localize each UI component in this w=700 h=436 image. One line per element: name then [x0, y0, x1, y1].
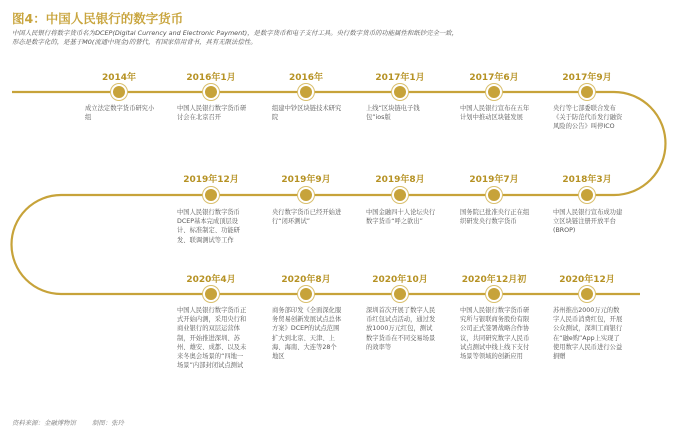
footer [12, 418, 138, 427]
milestone-dot [394, 189, 406, 201]
milestone-description: 上线“区块链电子钱包”ios版 [366, 105, 420, 122]
milestone-dot [300, 288, 312, 300]
milestone-year: 2019年9月 [281, 175, 331, 185]
milestone-dot [394, 288, 406, 300]
milestone-year: 2020年12月 [559, 275, 615, 285]
milestone-year: 2020年4月 [186, 275, 236, 285]
milestone-description: 中国人民银行宣布在五年计划中推动区块链发展 [460, 105, 530, 122]
milestone-dot [113, 86, 125, 98]
milestone-dot [205, 288, 217, 300]
milestone-dot [300, 86, 312, 98]
milestone-year: 2020年12月初 [461, 275, 527, 285]
footer-source: 资料来源：金融博物馆 [12, 419, 76, 427]
milestone-year: 2017年9月 [562, 73, 612, 83]
milestone-description: 央行等七部委联合发布《关于防范代币发行融资风险的公告》叫停ICO [553, 105, 623, 131]
milestone-dot [581, 288, 593, 300]
footer-author: 制图：张玲 [91, 419, 124, 427]
milestone-description: 商务部印发《全面深化服务贸易创新发展试点总体方案》DCEP的试点范围扩大到北京、天津、上海、海南、大连等28个地区 [272, 307, 342, 361]
milestone-description: 成立法定数字货币研究小组 [85, 105, 155, 122]
milestone-year: 2020年8月 [281, 275, 331, 285]
milestone-description: 央行数字货币已经开始进行“闭环测试” [272, 209, 342, 226]
milestone-dot [300, 189, 312, 201]
milestone-dot [205, 86, 217, 98]
milestone-year: 2019年8月 [375, 175, 425, 185]
milestone-year: 2020年10月 [372, 275, 428, 285]
milestone-description: 中国人民银行数字货币DCEP基本完成顶层设计、标准制定、功能研发、联调测试等工作 [177, 209, 240, 244]
milestone-year: 2019年7月 [469, 175, 519, 185]
milestone-dot [205, 189, 217, 201]
milestone-dot [394, 86, 406, 98]
milestone-year: 2017年6月 [469, 73, 519, 83]
milestone-dot [488, 189, 500, 201]
milestone-description: 深圳首次开展了数字人民币红包试点活动，通过发放1000万元红包，测试数字货币在不同交易场景的效率等 [366, 307, 436, 351]
milestone-description: 中国人民银行数字货币研讨会在北京召开 [177, 105, 247, 122]
title: 图4：中国人民银行的数字货币 [12, 11, 184, 26]
milestone-description: 中国金融四十人论坛央行数字货币“呼之欲出” [366, 209, 436, 226]
milestone-description: 组建中钞区块链技术研究院 [272, 105, 342, 122]
milestone-description: 中国人民银行宣布成功建立区块链注册开放平台(BROP) [553, 209, 623, 235]
subtitle: 中国人民银行将数字货币名为DCEP(Digital Currency and Electronic Payment)，是数字货币和电子支付工具。央行数字货币的功能属性和纸钞完全一致，形态是数字化的，是基于M0(流通中现金)的替代，有国家信用背书，具有无限法偿性。 [12, 29, 459, 47]
milestone-description: 苏州推出2000万元的数字人民币消费红包，开展公众测试，深圳工商银行在“融e购”App上实现了使用数字人民币进行公益捐赠 [553, 307, 623, 361]
milestone-year: 2019年12月 [183, 175, 239, 185]
milestone-description: 国务院已批准央行正在组织研发央行数字货币 [460, 209, 530, 226]
milestone-year: 2016年 [288, 73, 324, 83]
milestone-year: 2017年1月 [375, 73, 425, 83]
milestone-dot [488, 288, 500, 300]
milestone-description: 中国人民银行数字货币研究所与银联商务股份有限公司正式签署战略合作协议，共同研究数字人民币试点测试中线上线下支付场景等领域的创新应用 [460, 307, 530, 361]
milestone-year: 2014年 [101, 73, 137, 83]
milestone-dot [581, 189, 593, 201]
milestone-dot [488, 86, 500, 98]
milestone-year: 2018年3月 [562, 175, 612, 185]
milestone-description: 中国人民银行数字货币正式开始内测，采用央行和商业银行的双层运营体制，开始推进深圳、苏州、雄安、成都、以及未来冬奥会场景的“四地一场景”内部封闭试点测试 [177, 307, 247, 370]
milestone-year: 2016年1月 [186, 73, 236, 83]
milestone-dot [581, 86, 593, 98]
